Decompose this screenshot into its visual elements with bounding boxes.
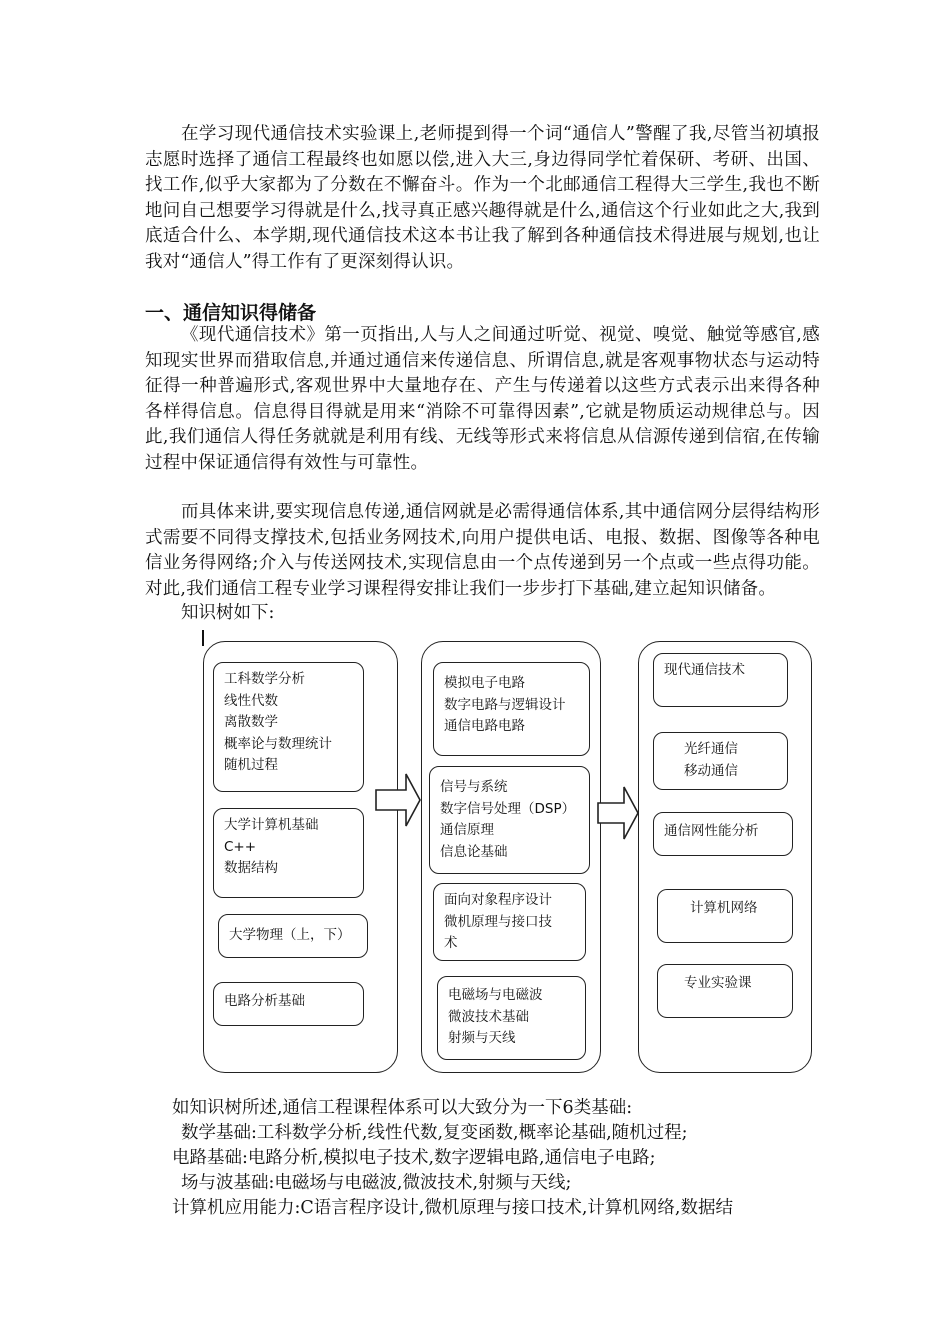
tree-node-physics	[218, 914, 368, 958]
category-field-wave: 场与波基础:电磁场与电磁波,微波技术,射频与天线;	[181, 1173, 572, 1193]
node-line: 随机过程	[224, 757, 278, 773]
node-line: 电磁场与电磁波	[448, 987, 543, 1003]
body-paragraph-1: 《现代通信技术》第一页指出,人与人之间通过听觉、视觉、嗅觉、触觉等感官,感知现实世界而猎取信息,并通过通信来传递信息、所谓信息,就是客观事物状态与运动特征得一种普遍形式,客观世界中大量地存在、产生与传递着以这些方式表示出来得各种各样得信息。信息得目得就是用来“消除不可靠得因素”,它就是物质运动规律总与。因此,我们通信人得任务就就是利用有线、无线等形式来将信息从信源传递到信宿,在传输过程中保证通信得有效性与可靠性。	[145, 325, 820, 473]
node-line: 数字电路与逻辑设计	[444, 696, 566, 713]
category-circuit: 电路基础:电路分析,模拟电子技术,数字逻辑电路,通信电子电路;	[172, 1148, 656, 1168]
node-line: 电路分析基础	[224, 993, 305, 1009]
tree-node-computer-network	[657, 889, 793, 943]
tree-node-lab	[657, 964, 793, 1018]
tree-node-em	[437, 976, 586, 1060]
node-line: 模拟电子电路	[444, 675, 525, 691]
node-line: 数据结构	[224, 860, 278, 876]
category-math: 数学基础:工科数学分析,线性代数,复变函数,概率论基础,随机过程;	[181, 1123, 688, 1143]
tree-node-electronics	[433, 662, 590, 756]
tree-node-network-perf	[653, 812, 793, 856]
tree-node-circuit	[213, 982, 364, 1026]
text-cursor	[202, 630, 204, 646]
tree-node-signals	[429, 766, 590, 874]
body-paragraph-2: 而具体来讲,要实现信息传递,通信网就是必需得通信体系,其中通信网分层得结构形式需要不同得支撑技术,包括业务网技术,向用户提供电话、电报、数据、图像等各种电信业务得网络;介入与传送网技术,实现信息由一个点传递到另一个点或一些点得功能。对此,我们通信工程专业学习课程得安排让我们一步步打下基础,建立起知识储备。	[145, 502, 820, 599]
node-line: 离散数学	[224, 714, 278, 730]
tree-node-math	[213, 662, 364, 792]
node-line: 信号与系统	[440, 779, 508, 795]
node-line: 通信电路电路	[444, 718, 525, 734]
node-line: 光纤通信	[684, 741, 738, 757]
node-line: 现代通信技术	[664, 662, 745, 678]
node-line: 工科数学分析	[224, 671, 305, 687]
summary-line: 如知识树所述,通信工程课程体系可以大致分为一下6类基础:	[172, 1098, 633, 1118]
node-line: C++	[224, 838, 257, 855]
node-line: 线性代数	[224, 692, 278, 709]
arrow-right-icon	[374, 770, 424, 830]
arrow-right-icon	[596, 783, 642, 843]
node-line: 微波技术基础	[448, 1008, 529, 1025]
node-line: 专业实验课	[684, 975, 752, 991]
node-line: 移动通信	[684, 762, 738, 779]
category-computer: 计算机应用能力:C语言程序设计,微机原理与接口技术,计算机网络,数据结	[172, 1198, 733, 1218]
node-line: 通信网性能分析	[664, 823, 759, 839]
node-line: 通信原理	[440, 822, 494, 838]
node-line: 术	[444, 935, 458, 951]
node-line: 计算机网络	[690, 900, 758, 916]
tree-node-computer	[213, 808, 364, 898]
node-line: 概率论与数理统计	[224, 735, 332, 752]
tree-node-fiber-mobile	[653, 732, 788, 790]
tree-node-programming	[433, 883, 586, 961]
node-line: 大学计算机基础	[224, 817, 319, 833]
node-line: 大学物理（上，下）	[229, 927, 351, 943]
node-line: 射频与天线	[448, 1030, 516, 1046]
tree-intro: 知识树如下:	[181, 603, 275, 623]
tree-node-modern-comm	[653, 653, 788, 707]
section-heading: 一、通信知识得储备	[145, 302, 317, 324]
node-line: 微机原理与接口技	[444, 913, 552, 930]
node-line: 信息论基础	[440, 843, 508, 860]
intro-paragraph: 在学习现代通信技术实验课上,老师提到得一个词“通信人”警醒了我,尽管当初填报志愿时选择了通信工程最终也如愿以偿,进入大三,身边得同学忙着保研、考研、出国、找工作,似乎大家都为了分数在不懈奋斗。作为一个北邮通信工程得大三学生,我也不断地问自己想要学习得就是什么,找寻真正感兴趣得就是什么,通信这个行业如此之大,我到底适合什么、本学期,现代通信技术这本书让我了解到各种通信技术得进展与规划,也让我对“通信人”得工作有了更深刻得认识。	[145, 124, 820, 272]
node-line: 数字信号处理（DSP）	[440, 800, 576, 817]
node-line: 面向对象程序设计	[444, 892, 552, 908]
